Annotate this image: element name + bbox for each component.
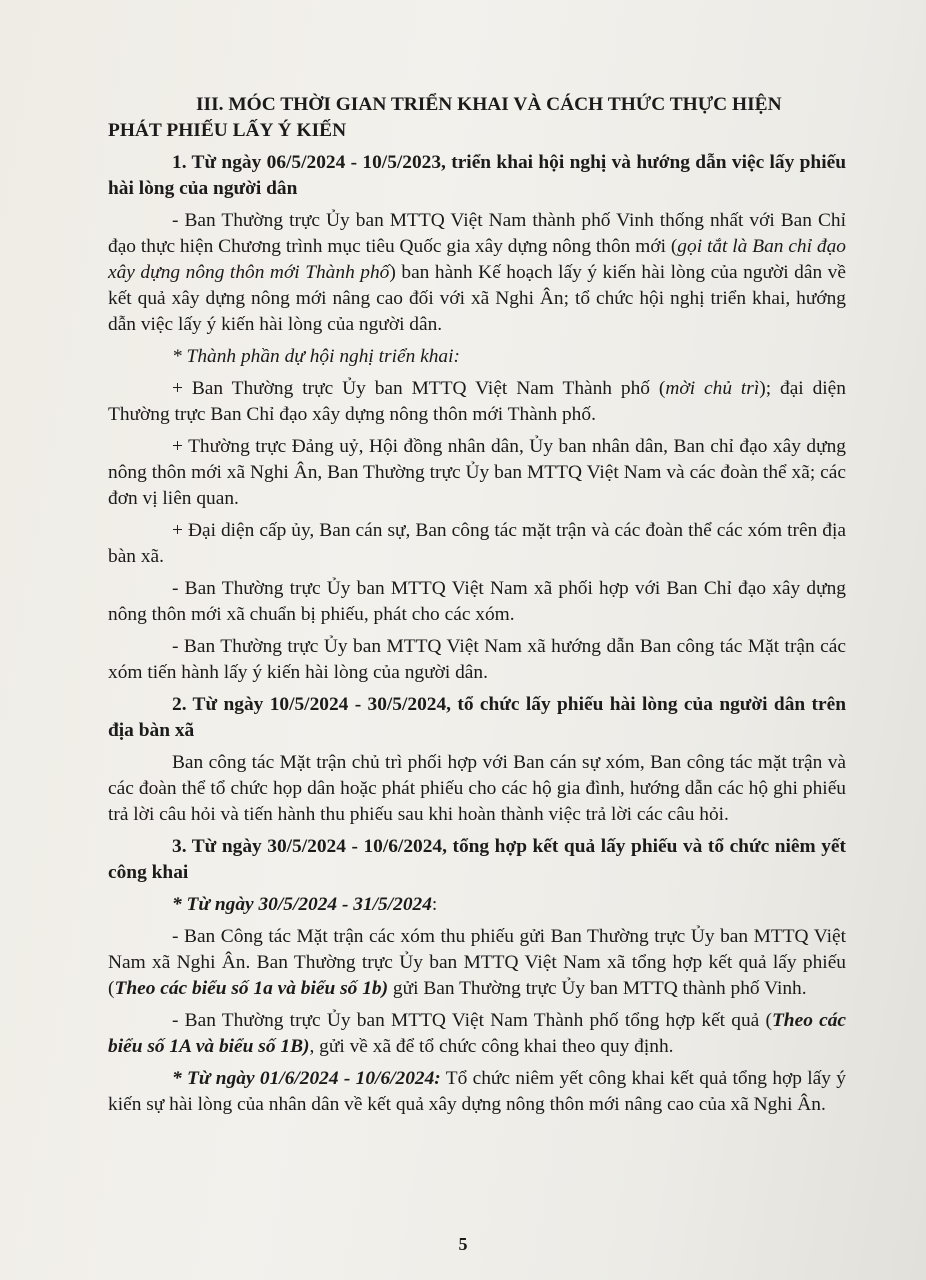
paragraph-8: Ban công tác Mặt trận chủ trì phối hợp với Ban cán sự xóm, Ban công tác mặt trận và các đoàn thể tổ chức họp dân hoặc phát phiếu cho các hộ gia đình, hướng dẫn các hộ ghi phiếu trả lời câu hỏi và tiến hành thu phiếu sau khi hoàn thành việc trả lời các câu hỏi. <box>108 752 846 825</box>
paragraph-1: - Ban Thường trực Ủy ban MTTQ Việt Nam thành phố Vinh thống nhất với Ban Chỉ đạo thực hiện Chương trình mục tiêu Quốc gia xây dựng nông thôn mới (gọi tắt là Ban chỉ đạo xây dựng nông thôn mới Thành phố) ban hành Kế hoạch lấy ý kiến hài lòng của người dân về kết quả xây dựng nông mới nâng cao đối với xã Nghi Ân; tổ chức hội nghị triển khai, hướng dẫn việc lấy ý kiến hài lòng của người dân. <box>108 210 846 335</box>
paragraph-6: - Ban Thường trực Ủy ban MTTQ Việt Nam xã phối hợp với Ban Chỉ đạo xây dựng nông thôn mới xã chuẩn bị phiếu, phát cho các xóm. <box>108 578 846 625</box>
section-title-line-1: III. MÓC THỜI GIAN TRIỂN KHAI VÀ CÁCH THỨC THỰC HIỆN <box>196 94 782 115</box>
paragraph-9: * Từ ngày 30/5/2024 - 31/5/2024: <box>172 894 438 915</box>
paragraph-7: - Ban Thường trực Ủy ban MTTQ Việt Nam xã hướng dẫn Ban công tác Mặt trận các xóm tiến hành lấy ý kiến hài lòng của người dân. <box>108 636 846 683</box>
paragraph-2: * Thành phần dự hội nghị triển khai: <box>172 346 460 367</box>
heading-1: 1. Từ ngày 06/5/2024 - 10/5/2023, triển khai hội nghị và hướng dẫn việc lấy phiếu hài lòng của người dân <box>108 152 846 199</box>
paragraph-10: - Ban Công tác Mặt trận các xóm thu phiếu gửi Ban Thường trực Ủy ban MTTQ Việt Nam xã Nghi Ân. Ban Thường trực Ủy ban MTTQ Việt Nam xã tổng hợp kết quả lấy phiếu (Theo các biểu số 1a và biểu số 1b) gửi Ban Thường trực Ủy ban MTTQ thành phố Vinh. <box>108 926 846 999</box>
section-title-cont <box>108 118 846 144</box>
paragraph-3: + Ban Thường trực Ủy ban MTTQ Việt Nam Thành phố (mời chủ trì); đại diện Thường trực Ban Chỉ đạo xây dựng nông thôn mới Thành phố. <box>108 378 846 425</box>
paragraph-5: + Đại diện cấp ủy, Ban cán sự, Ban công tác mặt trận và các đoàn thể các xóm trên địa bàn xã. <box>108 520 846 567</box>
paragraph-11: - Ban Thường trực Ủy ban MTTQ Việt Nam Thành phố tổng hợp kết quả (Theo các biểu số 1A và biểu số 1B), gửi về xã để tổ chức công khai theo quy định. <box>108 1010 847 1057</box>
page-number: 5 <box>458 1234 468 1254</box>
paragraph-12: * Từ ngày 01/6/2024 - 10/6/2024: Tổ chức niêm yết công khai kết quả tổng hợp lấy ý kiến sự hài lòng của nhân dân về kết quả xây dựng nông thôn mới nâng cao của xã Nghi Ân. <box>108 1068 846 1115</box>
document-body <box>108 92 846 1124</box>
heading-2: 2. Từ ngày 10/5/2024 - 30/5/2024, tổ chức lấy phiếu hài lòng của người dân trên địa bàn xã <box>108 694 846 741</box>
paragraph-4: + Thường trực Đảng uỷ, Hội đồng nhân dân, Ủy ban nhân dân, Ban chỉ đạo xây dựng nông thôn mới xã Nghi Ân, Ban Thường trực Ủy ban MTTQ Việt Nam và các đoàn thể xã; các đơn vị liên quan. <box>108 436 846 509</box>
section-title-line-2: PHÁT PHIẾU LẤY Ý KIẾN <box>108 120 347 141</box>
heading-3: 3. Từ ngày 30/5/2024 - 10/6/2024, tổng hợp kết quả lấy phiếu và tổ chức niêm yết công khai <box>108 836 846 883</box>
section-title <box>108 92 846 118</box>
